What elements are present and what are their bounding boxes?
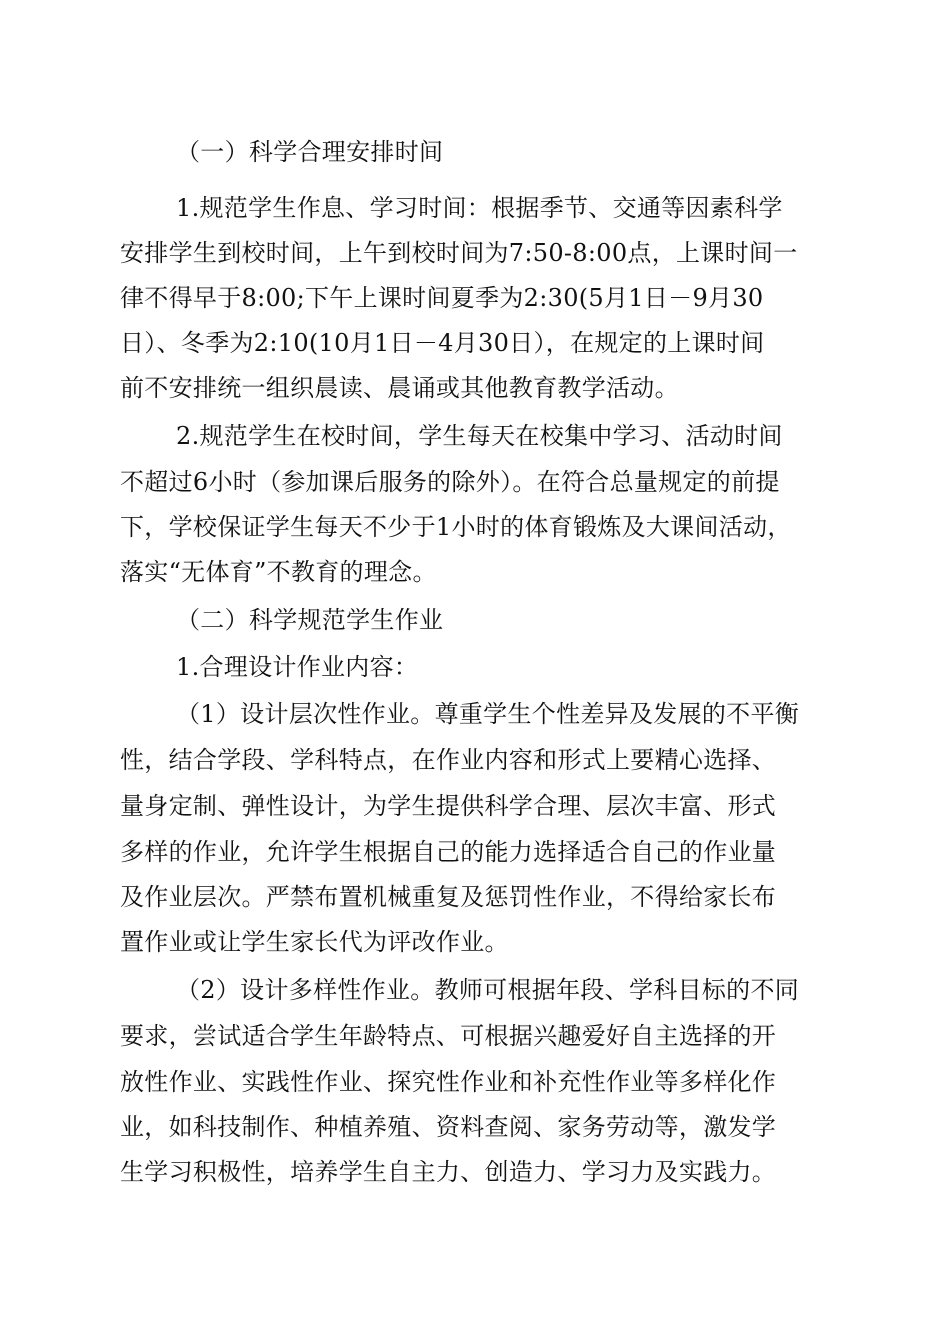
section-heading-2: （二）科学规范学生作业 (176, 606, 444, 634)
section-heading-1: （一）科学合理安排时间 (176, 138, 444, 166)
paragraph-line: （1）设计层次性作业。尊重学生个性差异及发展的不平衡 (176, 700, 800, 728)
paragraph-line: 多样的作业，允许学生根据自己的能力选择适合自己的作业量 (120, 838, 777, 866)
paragraph-line: 1.规范学生作息、学习时间：根据季节、交通等因素科学 (176, 194, 783, 222)
paragraph-line: 放性作业、实践性作业、探究性作业和补充性作业等多样化作 (120, 1068, 777, 1096)
paragraph-line: 2.规范学生在校时间，学生每天在校集中学习、活动时间 (176, 422, 783, 450)
paragraph-line: 要求，尝试适合学生年龄特点、可根据兴趣爱好自主选择的开 (120, 1022, 777, 1050)
paragraph-line: 落实“无体育”不教育的理念。 (120, 558, 437, 586)
paragraph-line: （2）设计多样性作业。教师可根据年段、学科目标的不同 (176, 976, 800, 1004)
paragraph-line: 不超过6小时（参加课后服务的除外）。在符合总量规定的前提 (120, 468, 780, 496)
paragraph-line: 下，学校保证学生每天不少于1小时的体育锻炼及大课间活动， (120, 513, 792, 541)
subheading: 1.合理设计作业内容： (176, 653, 419, 681)
paragraph-line: 律不得早于8:00;下午上课时间夏季为2:30(5月1日－9月30 (120, 284, 764, 312)
paragraph-line: 业，如科技制作、种植养殖、资料查阅、家务劳动等，激发学 (120, 1113, 777, 1141)
paragraph-line: 日）、冬季为2:10(10月1日－4月30日），在规定的上课时间 (120, 329, 765, 357)
paragraph-line: 及作业层次。严禁布置机械重复及惩罚性作业，不得给家长布 (120, 883, 777, 911)
paragraph-line: 前不安排统一组织晨读、晨诵或其他教育教学活动。 (120, 374, 679, 402)
paragraph-line: 性，结合学段、学科特点，在作业内容和形式上要精心选择、 (120, 746, 777, 774)
paragraph-line: 置作业或让学生家长代为评改作业。 (120, 928, 509, 956)
paragraph-line: 安排学生到校时间，上午到校时间为7:50-8:00点，上课时间一 (120, 239, 798, 267)
paragraph-line: 量身定制、弹性设计，为学生提供科学合理、层次丰富、形式 (120, 792, 777, 820)
paragraph-line: 生学习积极性，培养学生自主力、创造力、学习力及实践力。 (120, 1158, 777, 1186)
